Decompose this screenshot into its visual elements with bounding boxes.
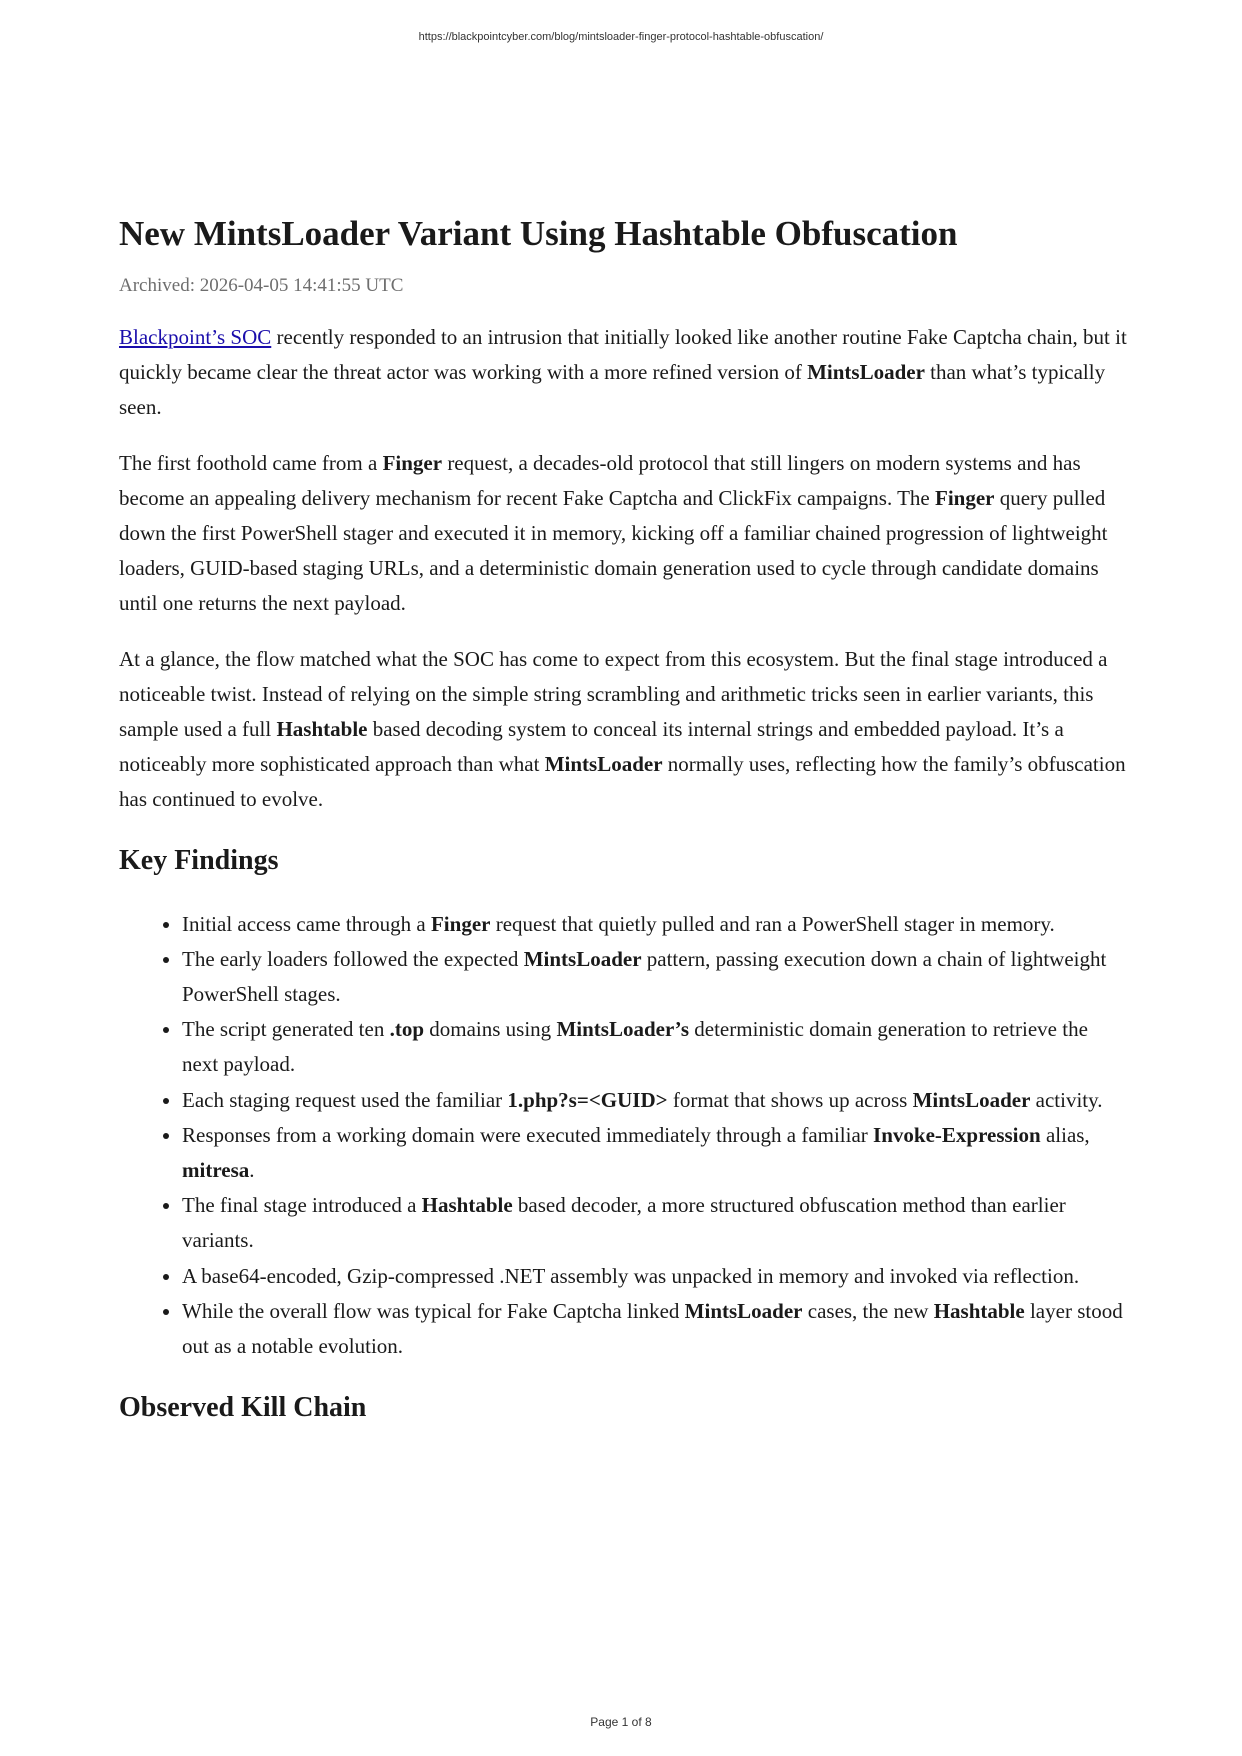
archived-timestamp: Archived: 2026-04-05 14:41:55 UTC xyxy=(119,275,404,296)
intro-text-end: than what’s typically seen. xyxy=(119,360,1106,420)
item-text: layer stood out as a notable evolution. xyxy=(182,1298,1123,1359)
list-item xyxy=(182,1188,1129,1258)
item-bold: MintsLoader xyxy=(684,1298,803,1323)
item-text: Each staging request used the familiar xyxy=(182,1087,508,1112)
para2-text-end: query pulled down the first PowerShell stager and executed it in memory, kicking off a familiar chained progression of lightweight loaders, GUID-based staging URLs, and a deterministic domain generation used to cycle through candidate domains until one returns the next payload. xyxy=(119,485,1108,616)
item-text: request that quietly pulled and ran a PowerShell stager in memory. xyxy=(490,911,1055,936)
item-bold: Hashtable xyxy=(421,1193,513,1218)
para3-bold-mintsloader: MintsLoader xyxy=(544,752,663,777)
item-text: Initial access came through a xyxy=(182,911,431,936)
item-bold: .top xyxy=(389,1017,425,1042)
item-text: While the overall flow was typical for Fake Captcha linked xyxy=(182,1298,685,1323)
item-text: domains using xyxy=(424,1017,557,1042)
para3-text: At a glance, the flow matched what the SOC has come to expect from this ecosystem. But the final stage introduced a noticeable twist. Instead of relying on the simple string scrambling and arithmetic tricks seen in earlier variants, this sample used a full xyxy=(119,646,1108,742)
item-bold: Invoke-Expression xyxy=(873,1122,1041,1147)
list-item xyxy=(182,942,1129,1012)
item-text: cases, the new xyxy=(802,1298,934,1323)
key-findings-heading: Key Findings xyxy=(119,844,279,876)
intro-bold-mintsloader: MintsLoader xyxy=(807,360,925,385)
item-text: deterministic domain generation to retrieve the next payload. xyxy=(182,1017,1088,1077)
item-text: The script generated ten xyxy=(182,1017,390,1042)
item-bold: Finger xyxy=(430,911,491,936)
item-bold: Hashtable xyxy=(933,1298,1025,1323)
list-item xyxy=(182,907,1129,942)
item-text: format that shows up across xyxy=(667,1087,913,1112)
page-url-header: https://blackpointcyber.com/blog/mintsloader-finger-protocol-hashtable-obfuscation/ xyxy=(418,31,824,43)
item-text: alias, xyxy=(1040,1122,1090,1147)
finger-paragraph xyxy=(119,446,1129,622)
list-item xyxy=(182,1083,1129,1118)
para3-text-end: normally uses, reflecting how the family’s obfuscation has continued to evolve. xyxy=(119,752,1126,812)
intro-text: recently responded to an intrusion that initially looked like another routine Fake Captcha chain, but it quickly became clear the threat actor was working with a more refined version of xyxy=(119,325,1127,385)
page-number: Page 1 of 8 xyxy=(590,1715,652,1729)
key-findings-list xyxy=(119,907,1129,1365)
para2-bold-finger: Finger xyxy=(382,450,443,475)
item-bold: MintsLoader xyxy=(523,946,642,971)
item-bold: MintsLoader’s xyxy=(556,1017,690,1042)
article-title: New MintsLoader Variant Using Hashtable Obfuscation xyxy=(119,214,958,253)
para2-text: The first foothold came from a xyxy=(119,450,383,475)
article-body xyxy=(119,212,1129,1426)
item-text: The final stage introduced a xyxy=(182,1193,422,1218)
para2-bold-finger-2: Finger xyxy=(935,485,995,510)
blackpoint-soc-link[interactable]: Blackpoint’s SOC xyxy=(119,325,272,349)
list-item xyxy=(182,1012,1129,1082)
item-text: activity. xyxy=(1030,1087,1103,1112)
item-bold: 1.php?s=<GUID> xyxy=(507,1087,668,1112)
item-text: A base64-encoded, Gzip-compressed .NET assembly was unpacked in memory and invoked via reflection. xyxy=(182,1263,1080,1288)
para3-text: based decoding system to conceal its internal strings and embedded payload. It’s a noticeably more sophisticated approach than what xyxy=(119,717,1064,777)
item-bold: mitresa xyxy=(182,1158,250,1183)
list-item xyxy=(182,1294,1129,1364)
item-bold: MintsLoader xyxy=(912,1087,1031,1112)
list-item xyxy=(182,1259,1129,1294)
item-text: The early loaders followed the expected xyxy=(182,946,524,971)
list-item xyxy=(182,1118,1129,1188)
item-text: . xyxy=(249,1158,255,1183)
kill-chain-heading: Observed Kill Chain xyxy=(119,1392,367,1424)
item-text: based decoder, a more structured obfuscation method than earlier variants. xyxy=(182,1193,1066,1253)
glance-paragraph xyxy=(119,642,1129,818)
item-text: pattern, passing execution down a chain of lightweight PowerShell stages. xyxy=(182,946,1107,1007)
intro-paragraph xyxy=(119,320,1129,426)
item-text: Responses from a working domain were executed immediately through a familiar xyxy=(182,1122,874,1147)
para3-bold-hashtable: Hashtable xyxy=(276,717,368,742)
para2-text: request, a decades-old protocol that still lingers on modern systems and has become an appealing delivery mechanism for recent Fake Captcha and ClickFix campaigns. The xyxy=(119,450,1081,510)
